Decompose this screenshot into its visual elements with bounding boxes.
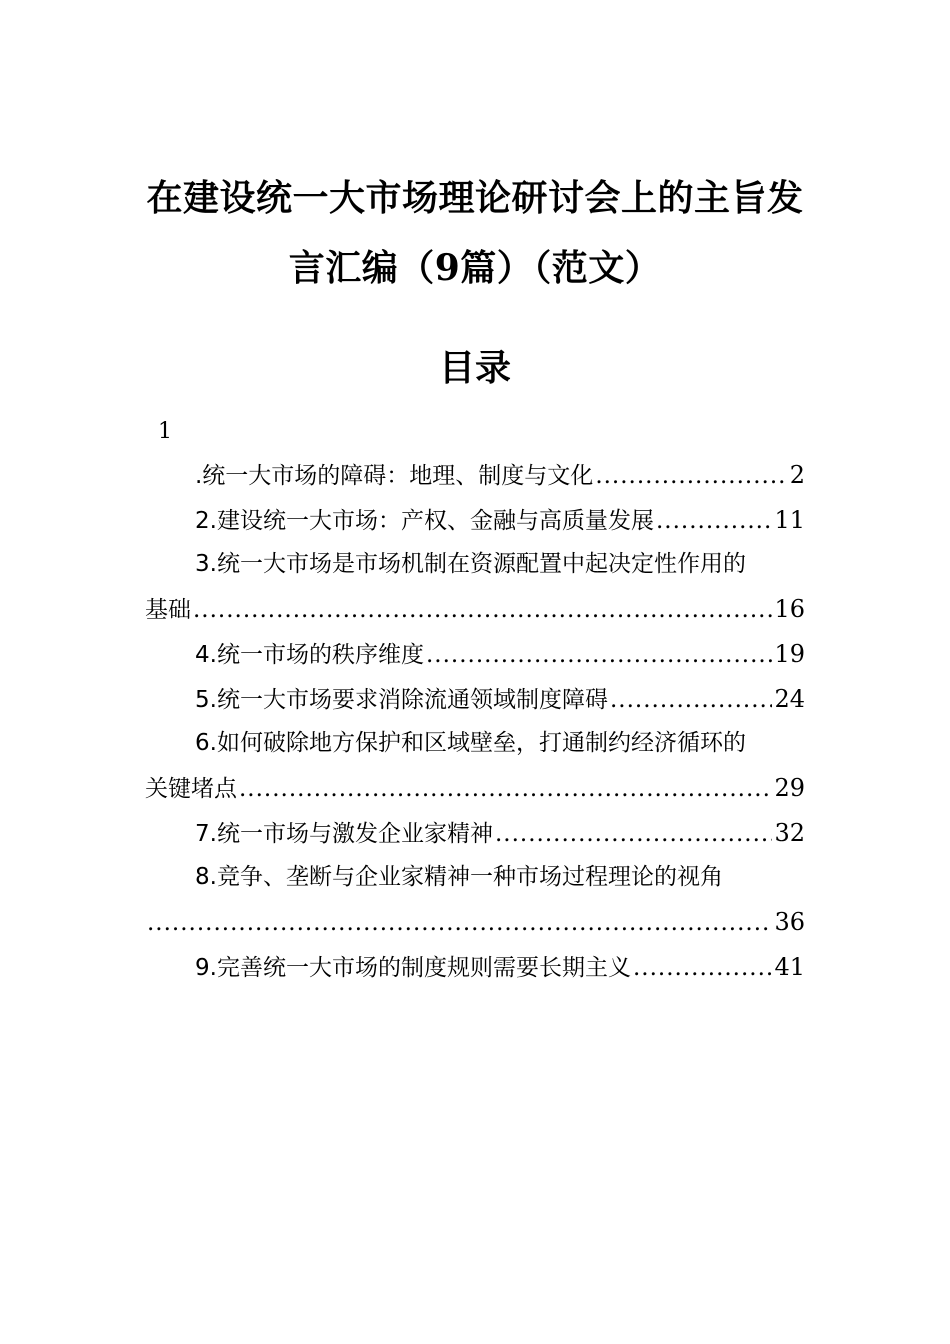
toc-page-number: 2 [789, 461, 805, 489]
toc-page-number: 19 [774, 640, 805, 668]
toc-entry-8-line-1[interactable] [145, 862, 805, 892]
toc-entry-1[interactable] [145, 460, 805, 490]
toc-leader-dots [595, 461, 787, 491]
toc-entry-title: 4.统一市场的秩序维度 [195, 642, 424, 668]
toc-leader-dots [193, 595, 772, 625]
document-title-line-1: 在建设统一大市场理论研讨会上的主旨发 [146, 177, 804, 219]
toc-entry-title-continued: 基础 [145, 597, 191, 623]
toc-leader-dots [426, 640, 773, 670]
toc-entry-6-line-2[interactable] [145, 773, 805, 803]
toc-leader-dots [239, 774, 772, 804]
toc-leader-dots [610, 685, 773, 715]
toc-page-number: 41 [774, 953, 805, 981]
toc-page-number: 24 [774, 685, 805, 713]
toc-entry-9[interactable] [145, 952, 805, 982]
toc-heading: 目录 [438, 347, 511, 389]
toc-leader-dots [147, 908, 772, 938]
toc-page-number: 32 [774, 819, 805, 847]
toc-page-number: 11 [774, 506, 805, 534]
toc-entry-title: 3.统一大市场是市场机制在资源配置中起决定性作用的 [195, 551, 746, 577]
toc-entry-3-line-1[interactable] [145, 549, 805, 579]
toc-entry-title: 5.统一大市场要求消除流通领域制度障碍 [195, 687, 608, 713]
toc-leader-dots [633, 953, 773, 983]
toc-entry-title: .统一大市场的障碍：地理、制度与文化 [195, 463, 594, 489]
toc-entry-5[interactable] [145, 684, 805, 714]
toc-entry-6-line-1[interactable] [145, 728, 805, 758]
toc-entry-title: 7.统一市场与激发企业家精神 [195, 821, 493, 847]
toc-entry-title: 6.如何破除地方保护和区域壁垒，打通制约经济循环的 [195, 730, 746, 756]
toc-entry-title-continued: 关键堵点 [145, 776, 237, 802]
toc-entry-8-line-2[interactable] [145, 907, 805, 937]
document-title-line-2: 言汇编（9篇）（范文） [288, 247, 662, 289]
toc-entry-title: 2.建设统一大市场：产权、金融与高质量发展 [195, 508, 654, 534]
toc-entry-7[interactable] [145, 818, 805, 848]
toc-page-number: 16 [774, 595, 805, 623]
toc-lead-number: 1 [158, 419, 172, 444]
toc-leader-dots [495, 819, 773, 849]
toc-entry-4[interactable] [145, 639, 805, 669]
toc-page-number: 29 [774, 774, 805, 802]
toc-entry-2[interactable] [145, 505, 805, 535]
toc-page-number: 36 [774, 908, 805, 936]
toc-entry-title: 9.完善统一大市场的制度规则需要长期主义 [195, 955, 631, 981]
toc-leader-dots [656, 506, 773, 536]
toc-entry-title: 8.竞争、垄断与企业家精神一种市场过程理论的视角 [195, 864, 723, 890]
toc-entry-3-line-2[interactable] [145, 594, 805, 624]
